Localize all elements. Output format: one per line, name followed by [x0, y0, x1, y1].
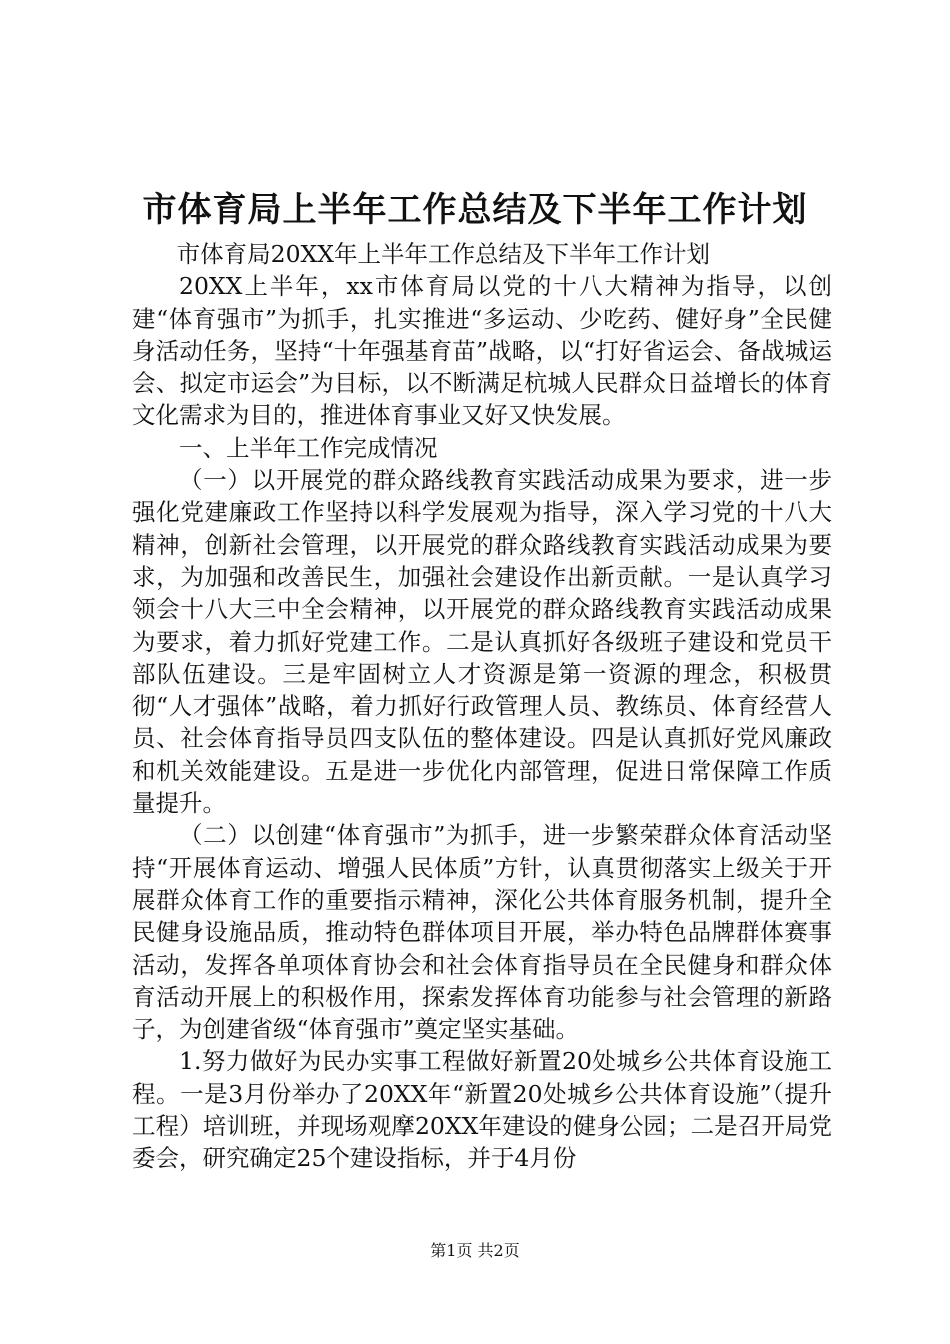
document-title: 市体育局上半年工作总结及下半年工作计划	[142, 190, 808, 230]
section-one-paragraph: （一）以开展党的群众路线教育实践活动成果为要求，进一步强化党建廉政工作坚持以科学发展观为指导，深入学习党的十八大精神，创新社会管理，以开展党的群众路线教育实践活动成果为要求，为加强和改善民生，加强社会建设作出新贡献。一是认真学习领会十八大三中全会精神，以开展党的群众路线教育实践活动成果为要求，着力抓好党建工作。二是认真抓好各级班子建设和党员干部队伍建设。三是牢固树立人才资源是第一资源的理念，积极贯彻“人才强体”战略，着力抓好行政管理人员、教练员、体育经营人员、社会体育指导员四支队伍的整体建设。四是认真抓好党风廉政和机关效能建设。五是进一步优化内部管理，促进日常保障工作质量提升。	[132, 466, 832, 818]
section-two-paragraph: （二）以创建“体育强市”为抓手，进一步繁荣群众体育活动坚持“开展体育运动、增强人民体质”方针，认真贯彻落实上级关于开展群众体育工作的重要指示精神，深化公共体育服务机制，提升全民健身设施品质，推动特色群体项目开展，举办特色品牌群体赛事活动，发挥各单项体育协会和社会体育指导员在全民健身和群众体育活动开展上的积极作用，探索发挥体育功能参与社会管理的新路子，为创建省级“体育强市”奠定坚实基础。	[132, 821, 832, 1044]
section-heading: 一、上半年工作完成情况	[179, 433, 438, 462]
document-subtitle: 市体育局20XX年上半年工作总结及下半年工作计划	[176, 240, 711, 268]
item-one-paragraph: 1.努力做好为民办实事工程做好新置20处城乡公共体育设施工程。一是3月份举办了20XX年“新置20处城乡公共体育设施”（提升工程）培训班，并现场观摩20XX年建设的健身公园；二是召开局党委会，研究确定25个建设指标，并于4月份	[132, 1047, 832, 1173]
page-number-footer: 第1页 共2页	[430, 1241, 520, 1260]
intro-paragraph: 20XX上半年，xx市体育局以党的十八大精神为指导，以创建“体育强市”为抓手，扎实推进“多运动、少吃药、健好身”全民健身活动任务，坚持“十年强基育苗”战略，以“打好省运会、备战城运会、拟定市运会”为目标，以不断满足杭城人民群众日益增长的体育文化需求为目的，推进体育事业又好又快发展。	[132, 272, 832, 430]
document-body	[132, 238, 832, 1175]
